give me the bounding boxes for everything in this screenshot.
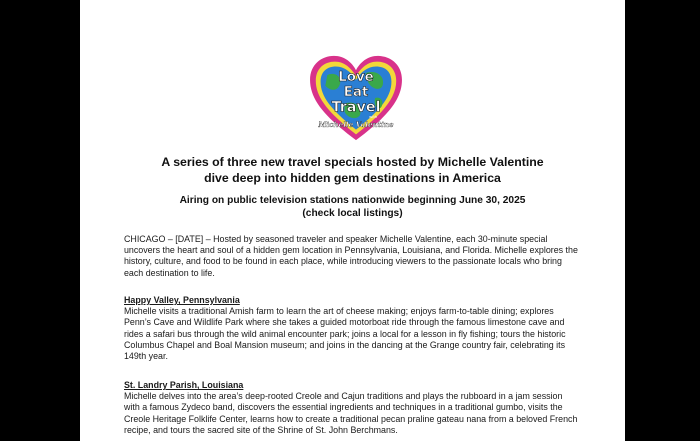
love-eat-travel-logo bbox=[308, 54, 404, 144]
subheadline bbox=[80, 194, 625, 220]
logo-text-travel: Travel bbox=[331, 99, 381, 116]
section-st-landry bbox=[124, 380, 580, 436]
subheadline-line-1: Airing on public television stations nationwide beginning June 30, 2025 bbox=[179, 195, 526, 206]
section-title: St. Landry Parish, Louisiana bbox=[124, 380, 244, 390]
headline-line-1: A series of three new travel specials hosted by Michelle Valentine bbox=[161, 155, 544, 169]
section-text: Michelle visits a traditional Amish farm to learn the art of cheese making; enjoys farm-to-table dining; explores Penn’s Cave and Wildlife Park where she takes a guided motorboat ride through the famous limestone cave and rides a safari bus through the wild animal encounter park; joins a local for a lesson in fly fishing; tours the historic Columbus Chapel and Boal Mansion museum; and joins in the dancing at the Grange country fair, celebrating its 149th year. bbox=[124, 306, 566, 362]
heart-globe-icon bbox=[308, 54, 404, 144]
document-page bbox=[80, 0, 625, 441]
section-title: Happy Valley, Pennsylvania bbox=[124, 295, 240, 305]
logo-signature: Michelle Valentine bbox=[318, 119, 394, 129]
headline-line-2: dive deep into hidden gem destinations in America bbox=[204, 171, 501, 185]
headline bbox=[80, 154, 625, 186]
intro-paragraph: CHICAGO – [DATE] – Hosted by seasoned traveler and speaker Michelle Valentine, each 30-minute special uncovers the heart and soul of a hidden gem location in Pennsylvania, Louisiana, and Florida. Michelle explores the history, culture, and food to be found in each place, while introducing viewers to the passionate locals who bring each destination to life. bbox=[124, 234, 578, 278]
logo-text-love: Love bbox=[338, 69, 374, 85]
logo-text-with: with bbox=[369, 114, 378, 120]
logo-text-eat: Eat bbox=[343, 85, 369, 101]
section-text: Michelle delves into the area’s deep-rooted Creole and Cajun traditions and plays the rubboard in a jam session with a famous Zydeco band, discovers the essential ingredients and techniques in a traditional gumbo, visits the Creole Heritage Folklife Center, learns how to create a traditional pecan praline gateau nana from a beloved French recipe, and tours the sacred site of the Shrine of St. John Berchmans. bbox=[124, 391, 578, 435]
section-happy-valley bbox=[124, 295, 580, 362]
subheadline-line-2: (check local listings) bbox=[302, 208, 403, 219]
